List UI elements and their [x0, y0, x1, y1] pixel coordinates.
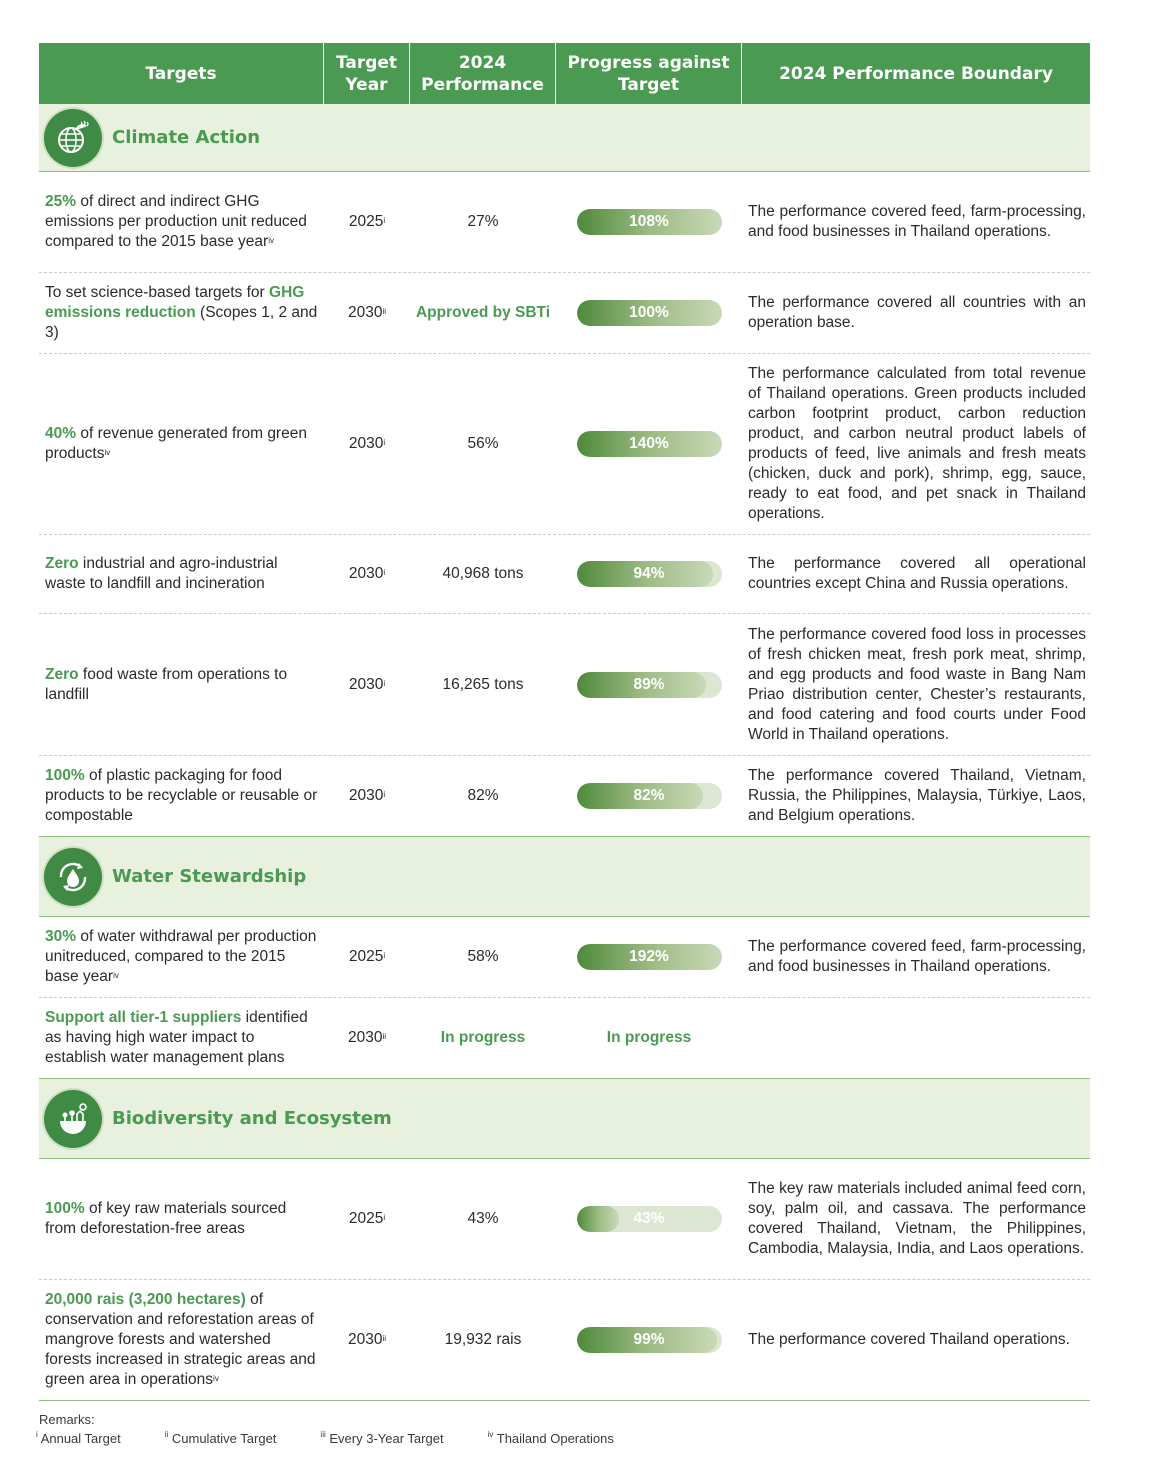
target-text: 100% of plastic packaging for food products to be recyclable or reusable or compostable [45, 767, 318, 824]
remarks-title: Remarks: [39, 1412, 95, 1427]
target-text: Support all tier-1 suppliers identified as having high water impact to establish water management plans [45, 1009, 308, 1066]
performance-value: 56% [467, 435, 499, 452]
progress-bar [577, 672, 722, 698]
performance-value: 58% [467, 948, 499, 965]
section-title: Biodiversity and Ecosystem [112, 1108, 392, 1129]
target-year: 2030$^{ii}$ [347, 1331, 387, 1348]
target-text: 100% of key raw materials sourced from deforestation-free areas [45, 1200, 287, 1237]
header-target-year: Target Year [324, 43, 410, 104]
boundary-text: The performance covered Thailand, Vietnam, Russia, the Philippines, Malaysia, Türkiye, Laos, and Belgium operations. [748, 767, 1086, 824]
target-text: To set science-based targets for GHG emissions reduction (Scopes 1, 2 and 3) [45, 284, 318, 341]
performance-value: Approved by SBTi [415, 304, 551, 321]
header-boundary: 2024 Performance Boundary [779, 63, 1053, 84]
progress-label: 89% [633, 675, 665, 693]
table-row [39, 756, 1090, 837]
progress-text: In progress [606, 1029, 692, 1046]
progress-bar [577, 561, 722, 587]
boundary-text: The performance covered feed, farm-processing, and food businesses in Thailand operations. [748, 203, 1086, 240]
table-row [39, 1159, 1090, 1280]
target-year: 2030$^i$ [348, 435, 386, 452]
section-title: Water Stewardship [112, 866, 307, 887]
globe-leaf-icon [44, 109, 102, 167]
boundary-text: The key raw materials included animal feed corn, soy, palm oil, and cassava. The performance covered Thailand, Vietnam, the Philippines, Cambodia, Malaysia, India, and Laos operations. [748, 1180, 1086, 1257]
table-row [39, 1280, 1090, 1401]
boundary-text: The performance covered all operational countries except China and Russia operations. [748, 555, 1086, 592]
target-year: 2030$^i$ [348, 787, 386, 804]
target-year: 2030$^i$ [348, 675, 386, 693]
header-progress: Progress against Target [556, 43, 742, 104]
performance-value: 16,265 tons [442, 675, 524, 693]
table-row [39, 917, 1090, 998]
target-year: 2030$^i$ [348, 565, 386, 582]
section-title: Climate Action [112, 127, 261, 148]
target-text: Zero industrial and agro-industrial waste to landfill and incineration [45, 555, 278, 592]
section-water-stewardship [39, 837, 1090, 917]
boundary-text: The performance covered food loss in processes of fresh chicken meat, fresh pork meat, shrimp, and egg products and food waste in Bang Nam Priao distribution center, Chester’s restaurants, and food catering and food courts under Food World in Thailand operations. [748, 625, 1086, 743]
progress-label: 140% [629, 435, 669, 452]
progress-bar [577, 1327, 722, 1353]
remark-item: $^{iv}$ Thailand Operations [487, 1430, 614, 1446]
table-header [39, 43, 1090, 104]
table-row [39, 998, 1090, 1079]
performance-value: In progress [440, 1029, 526, 1046]
remark-item: $^i$ Annual Target [36, 1430, 121, 1446]
water-recycle-icon [44, 848, 102, 906]
progress-label: 82% [633, 787, 665, 804]
progress-bar [577, 1206, 722, 1232]
target-text: 40% of revenue generated from green products$^{iv}$ [45, 425, 307, 462]
target-year: 2030$^{ii}$ [347, 1029, 387, 1046]
ecosystem-icon [44, 1090, 102, 1148]
target-text: 30% of water withdrawal per production unitreduced, compared to the 2015 base year$^{iv}$ [45, 928, 317, 985]
remarks-list [36, 1430, 658, 1446]
section-biodiversity [39, 1079, 1090, 1159]
performance-value: 40,968 tons [442, 565, 524, 582]
section-climate-action [39, 104, 1090, 172]
progress-label: 192% [629, 948, 669, 965]
target-year: 2030$^{ii}$ [347, 304, 387, 321]
target-text: 20,000 rais (3,200 hectares) of conservation and reforestation areas of mangrove forests and watershed forests increased in strategic areas and green area in operations$^{iv}$ [45, 1291, 316, 1388]
table-row [39, 273, 1090, 354]
progress-label: 99% [633, 1331, 665, 1348]
target-year: 2025$^i$ [348, 213, 386, 230]
progress-bar [577, 209, 722, 235]
performance-value: 27% [467, 213, 499, 230]
boundary-text: The performance covered Thailand operations. [748, 1331, 1070, 1348]
performance-value: 82% [467, 787, 499, 804]
performance-value: 43% [467, 1210, 499, 1227]
progress-bar [577, 783, 722, 809]
remark-item: $^{ii}$ Cumulative Target [164, 1430, 277, 1446]
target-year: 2025$^i$ [348, 948, 386, 965]
table-row [39, 172, 1090, 273]
targets-table [39, 43, 1090, 1401]
progress-bar [577, 431, 722, 457]
table-row [39, 354, 1090, 535]
performance-value: 19,932 rais [444, 1331, 522, 1348]
boundary-text: The performance covered feed, farm-processing, and food businesses in Thailand operations. [748, 938, 1086, 975]
progress-label: 43% [633, 1210, 665, 1227]
remark-item: $^{iii}$ Every 3-Year Target [320, 1430, 444, 1446]
header-performance: 2024 Performance [410, 43, 556, 104]
target-text: 25% of direct and indirect GHG emissions per production unit reduced compared to the 2015 base year$^{iv}$ [45, 193, 307, 250]
table-row [39, 535, 1090, 614]
progress-bar [577, 944, 722, 970]
progress-bar [577, 300, 722, 326]
remarks [36, 1412, 658, 1446]
boundary-text: The performance covered all countries with an operation base. [748, 294, 1086, 331]
header-targets: Targets [39, 43, 324, 104]
progress-label: 94% [633, 565, 665, 582]
boundary-text: The performance calculated from total revenue of Thailand operations. Green products included carbon footprint product, carbon reduction product, and carbon neutral product labels of products of feed, live animals and fresh meats (chicken, duck and pork), shrimp, egg, sauce, ready to eat food, and pet snack in Thailand operations. [748, 365, 1086, 522]
progress-label: 100% [629, 304, 669, 321]
progress-label: 108% [629, 213, 669, 230]
target-year: 2025$^i$ [348, 1210, 386, 1227]
target-text: Zero food waste from operations to landfill [45, 665, 288, 703]
table-row [39, 614, 1090, 756]
